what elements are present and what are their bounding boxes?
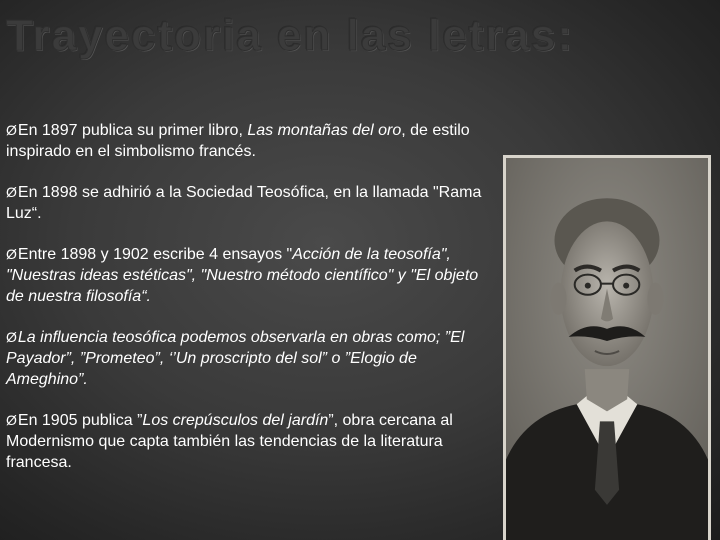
bullet-text: Los crepúsculos del jardín	[142, 412, 329, 429]
bullet-arrow-icon: Ø	[6, 246, 17, 262]
bullet-arrow-icon: Ø	[6, 122, 17, 138]
bullet-text: La influencia teosófica podemos observarla en obras como; ”El Payador”, ”Prometeo”, ‘’Un proscripto del sol” o ”Elogio de Ameghino”.	[6, 329, 465, 388]
portrait-photo	[503, 155, 711, 540]
bullet-text: En 1897 publica su primer libro,	[17, 122, 248, 139]
bullet-text: En 1905 publica ”	[17, 412, 143, 429]
bullet-text: En 1898 se adhirió a la Sociedad Teosófica, en la llamada "Rama Luz“.	[6, 184, 482, 222]
bullet-list	[6, 120, 494, 493]
bullet-text: Entre 1898 y 1902 escribe 4 ensayos "	[17, 246, 293, 263]
portrait-photo-icon	[506, 158, 708, 540]
bullet-text: Las montañas del oro	[247, 122, 402, 139]
bullet-item	[6, 182, 494, 224]
bullet-arrow-icon: Ø	[6, 329, 17, 345]
bullet-arrow-icon: Ø	[6, 412, 17, 428]
bullet-text: Acción de la teosofía", "Nuestras ideas estéticas", "Nuestro método científico" y "El objeto de nuestra filosofía“.	[6, 246, 479, 305]
bullet-item	[6, 327, 494, 390]
bullet-text: ”, obra cercana al Modernismo que capta también las tendencias de la literatura francesa.	[6, 412, 453, 471]
slide-title: Trayectoria en las letras:	[6, 11, 575, 60]
bullet-text: , de estilo inspirado en el simbolismo francés.	[6, 122, 470, 160]
bullet-item	[6, 120, 494, 162]
bullet-arrow-icon: Ø	[6, 184, 17, 200]
bullet-item	[6, 410, 494, 473]
bullet-item	[6, 244, 494, 307]
